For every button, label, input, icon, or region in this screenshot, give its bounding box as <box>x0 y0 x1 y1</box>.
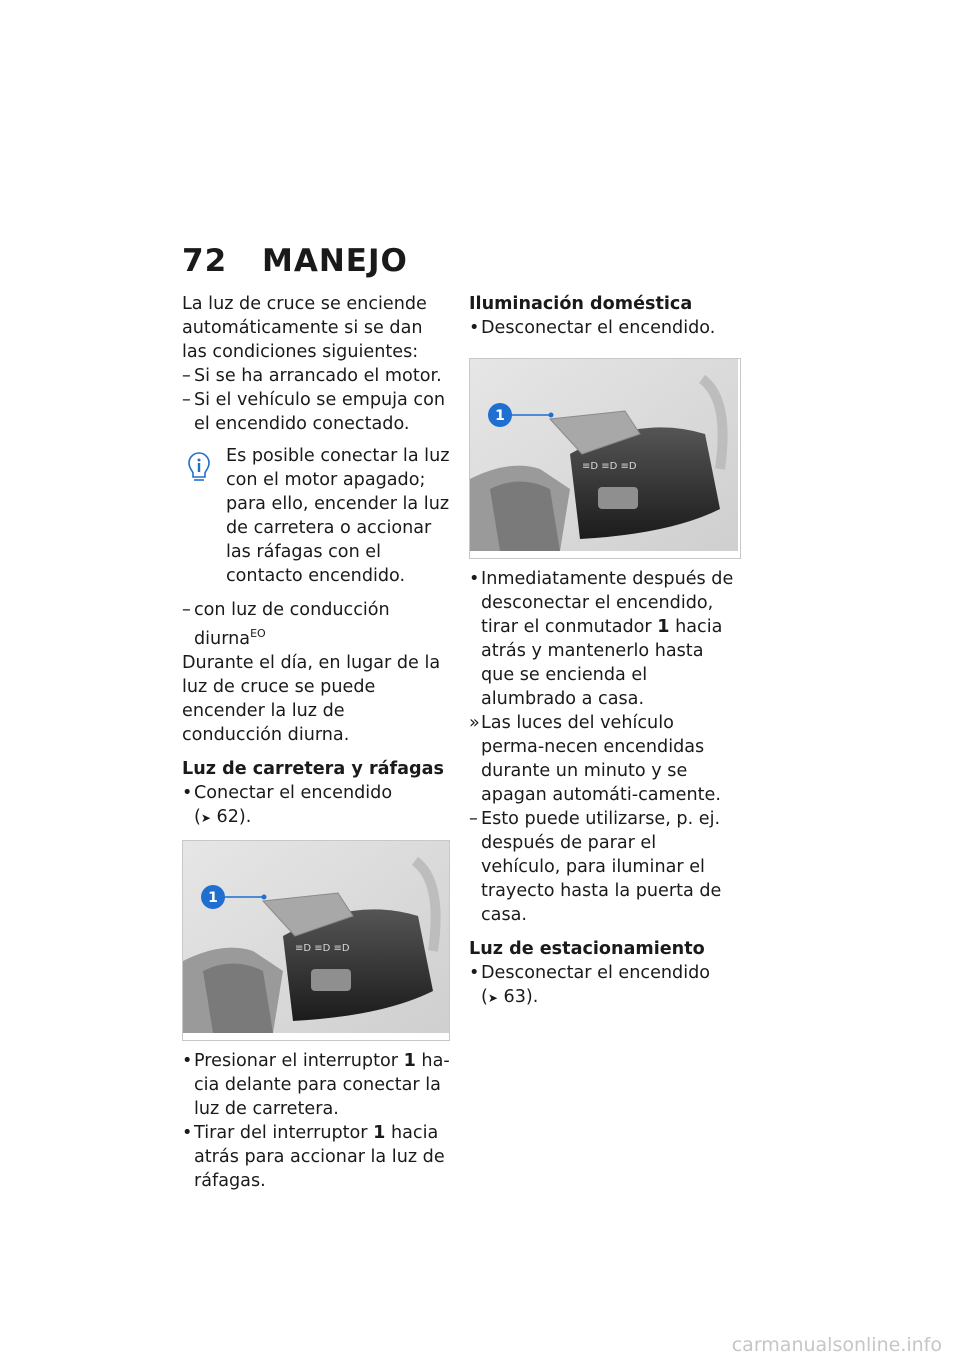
page-ref: 63). <box>503 987 539 1007</box>
note-text: Es posible conectar la luz con el motor apagado; para ello, encender la luz de carretera o accionar las ráfagas con el contacto encendido. <box>226 446 450 586</box>
page-number: 72 <box>182 243 228 279</box>
drl-text: Durante el día, en lugar de la luz de cruce se puede encender la luz de conducción diurna. <box>182 652 441 745</box>
info-icon <box>182 450 216 484</box>
callout-label: 1 <box>208 889 218 906</box>
condition-item: – Si se ha arrancado el motor. <box>182 366 442 386</box>
section-heading: Luz de estacionamiento <box>469 939 705 959</box>
right-column <box>469 292 741 1010</box>
page-header <box>182 243 408 279</box>
page-ref-arrow-icon: ➤ <box>200 810 211 825</box>
handlebar-switch-figure <box>469 358 741 559</box>
step-item: • Desconectar el encendido. <box>469 318 716 338</box>
option-code: EO <box>250 627 266 640</box>
info-note <box>182 444 450 588</box>
watermark: carmanualsonline.info <box>731 1334 942 1356</box>
condition-item: – Si el vehículo se empuja con el encendido conectado. <box>182 390 446 434</box>
step-item: • Inmediatamente después de desconectar el encendido, tirar el conmutador 1 hacia atrás y mantenerlo hasta que se encienda el alumbrado a casa. <box>469 569 734 709</box>
step-item: • Conectar el encendido (➤ 62). <box>182 781 450 830</box>
svg-text:≡D ≡D ≡D: ≡D ≡D ≡D <box>295 942 350 954</box>
step-item: • Desconectar el encendido (➤ 63). <box>469 961 741 1010</box>
step-item: • Presionar el interruptor 1 ha-cia delante para conectar la luz de carretera. <box>182 1050 450 1119</box>
remark-item: – Esto puede utilizarse, p. ej. después de parar el vehículo, para iluminar el trayecto hasta la puerta de casa. <box>469 809 722 925</box>
result-item: » Las luces del vehículo perma-necen encendidas durante un minuto y se apagan automáti-camente. <box>469 713 721 805</box>
page-ref: 62). <box>216 806 252 827</box>
drl-item: – con luz de conducción diurna$^{EO}$ <box>182 600 390 649</box>
step-item: • Tirar del interruptor 1 hacia atrás para accionar la luz de ráfagas. <box>182 1122 445 1191</box>
intro-text: La luz de cruce se enciende automáticamente si se dan las condiciones siguientes: <box>182 294 427 362</box>
page-ref-arrow-icon: ➤ <box>487 991 498 1005</box>
left-column <box>182 292 450 1193</box>
handlebar-switch-figure <box>182 840 450 1041</box>
callout-label: 1 <box>495 408 505 424</box>
section-heading: Luz de carretera y ráfagas <box>182 758 444 779</box>
section-heading: Iluminación doméstica <box>469 294 693 314</box>
section-title: MANEJO <box>262 243 408 279</box>
svg-text:≡D ≡D ≡D: ≡D ≡D ≡D <box>582 461 637 472</box>
